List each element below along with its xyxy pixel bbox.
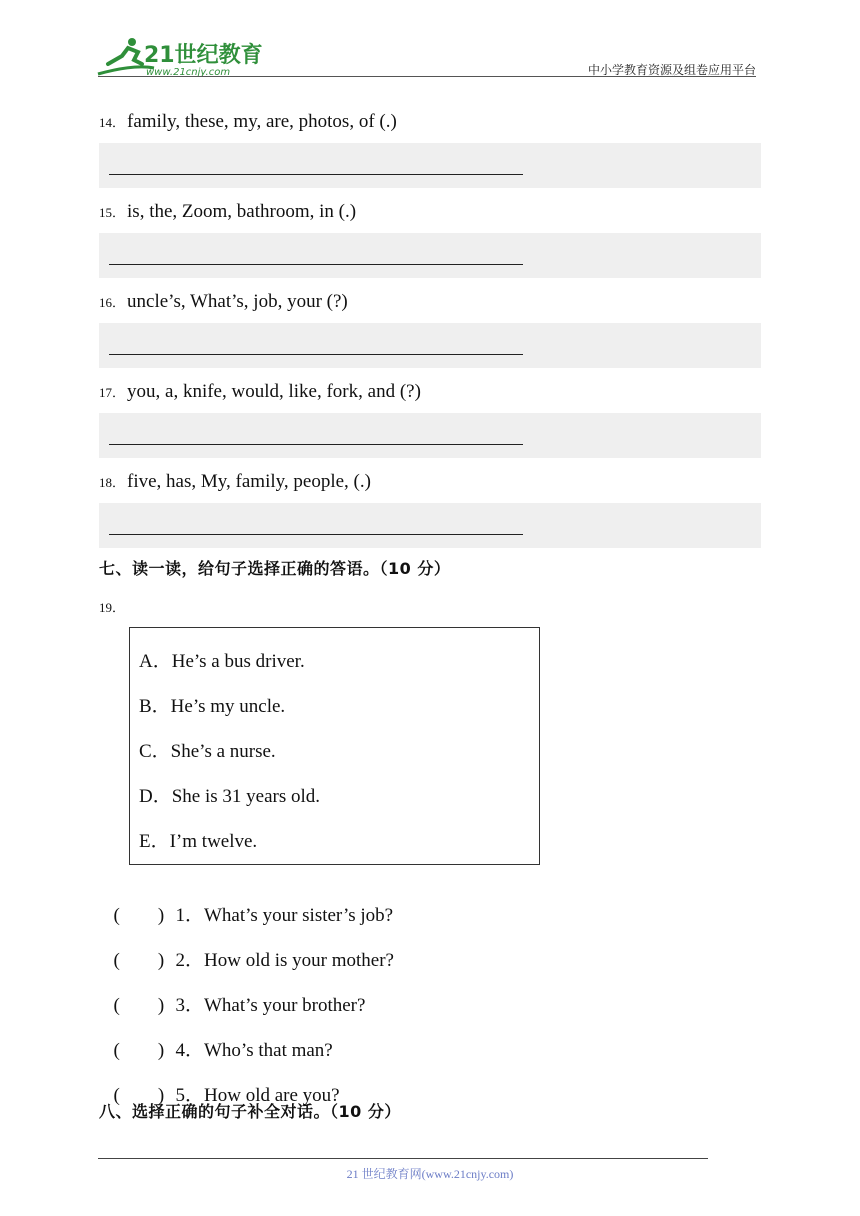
question-19-number: 19． <box>99 600 126 615</box>
question-16 <box>99 291 348 313</box>
question-number: 16． <box>99 295 126 310</box>
match-question: 4．Who’s that man? <box>175 1040 333 1061</box>
option-a: A．He’s a bus driver. <box>139 651 305 672</box>
option-c: C．She’s a nurse. <box>139 741 276 762</box>
site-logo <box>94 34 264 78</box>
question-number: 15． <box>99 205 126 220</box>
header-divider <box>98 76 756 77</box>
answer-field-15[interactable] <box>99 233 761 278</box>
question-number: 14． <box>99 115 126 130</box>
question-15 <box>99 201 356 223</box>
options-box <box>129 627 540 865</box>
answer-blank[interactable]: ( ) <box>113 950 165 971</box>
question-14 <box>99 111 397 133</box>
question-text: is, the, Zoom, bathroom, in (.) <box>127 201 357 222</box>
answer-line <box>109 444 523 445</box>
match-item-2 <box>104 923 394 972</box>
answer-field-14[interactable] <box>99 143 761 188</box>
option-b: B．He’s my uncle. <box>139 696 286 717</box>
answer-blank[interactable]: ( ) <box>113 995 165 1016</box>
answer-field-16[interactable] <box>99 323 761 368</box>
svg-text:21世纪教育: 21世纪教育 <box>144 43 263 68</box>
answer-line <box>109 174 523 175</box>
footer-link[interactable]: 21 世纪教育网(www.21cnjy.com) <box>346 1167 514 1181</box>
question-number: 18． <box>99 475 126 490</box>
match-item-3 <box>104 968 365 1017</box>
question-text: family, these, my, are, photos, of (.) <box>127 111 397 132</box>
match-item-1 <box>104 878 393 927</box>
answer-field-18[interactable] <box>99 503 761 548</box>
question-text: uncle’s, What’s, job, your (?) <box>127 291 348 312</box>
match-question: 5．How old are you? <box>175 1085 340 1106</box>
match-question: 2．How old is your mother? <box>175 950 394 971</box>
svg-text:www.21cnjy.com: www.21cnjy.com <box>146 67 231 78</box>
match-question: 3．What’s your brother? <box>175 995 366 1016</box>
answer-line <box>109 264 523 265</box>
section-8-title: 八、选择正确的句子补全对话。（10 分） <box>99 1102 401 1121</box>
answer-line <box>109 354 523 355</box>
option-d: D．She is 31 years old. <box>139 786 321 807</box>
option-e: E．I’m twelve. <box>139 831 258 852</box>
answer-blank[interactable]: ( ) <box>113 905 165 926</box>
answer-line <box>109 534 523 535</box>
section-7-title: 七、读一读，给句子选择正确的答语。（10 分） <box>99 559 451 578</box>
answer-blank[interactable]: ( ) <box>113 1040 165 1061</box>
footer-divider <box>98 1158 708 1159</box>
header-platform-text: 中小学教育资源及组卷应用平台 <box>587 63 756 77</box>
match-question: 1．What’s your sister’s job? <box>175 905 394 926</box>
question-17 <box>99 381 421 403</box>
match-item-4 <box>104 1013 333 1062</box>
runner-logo-icon <box>94 34 264 78</box>
answer-field-17[interactable] <box>99 413 761 458</box>
question-text: you, a, knife, would, like, fork, and (?) <box>127 381 421 402</box>
question-18 <box>99 471 371 493</box>
answer-blank[interactable]: ( ) <box>113 1085 165 1106</box>
question-text: five, has, My, family, people, (.) <box>127 471 371 492</box>
question-number: 17． <box>99 385 126 400</box>
